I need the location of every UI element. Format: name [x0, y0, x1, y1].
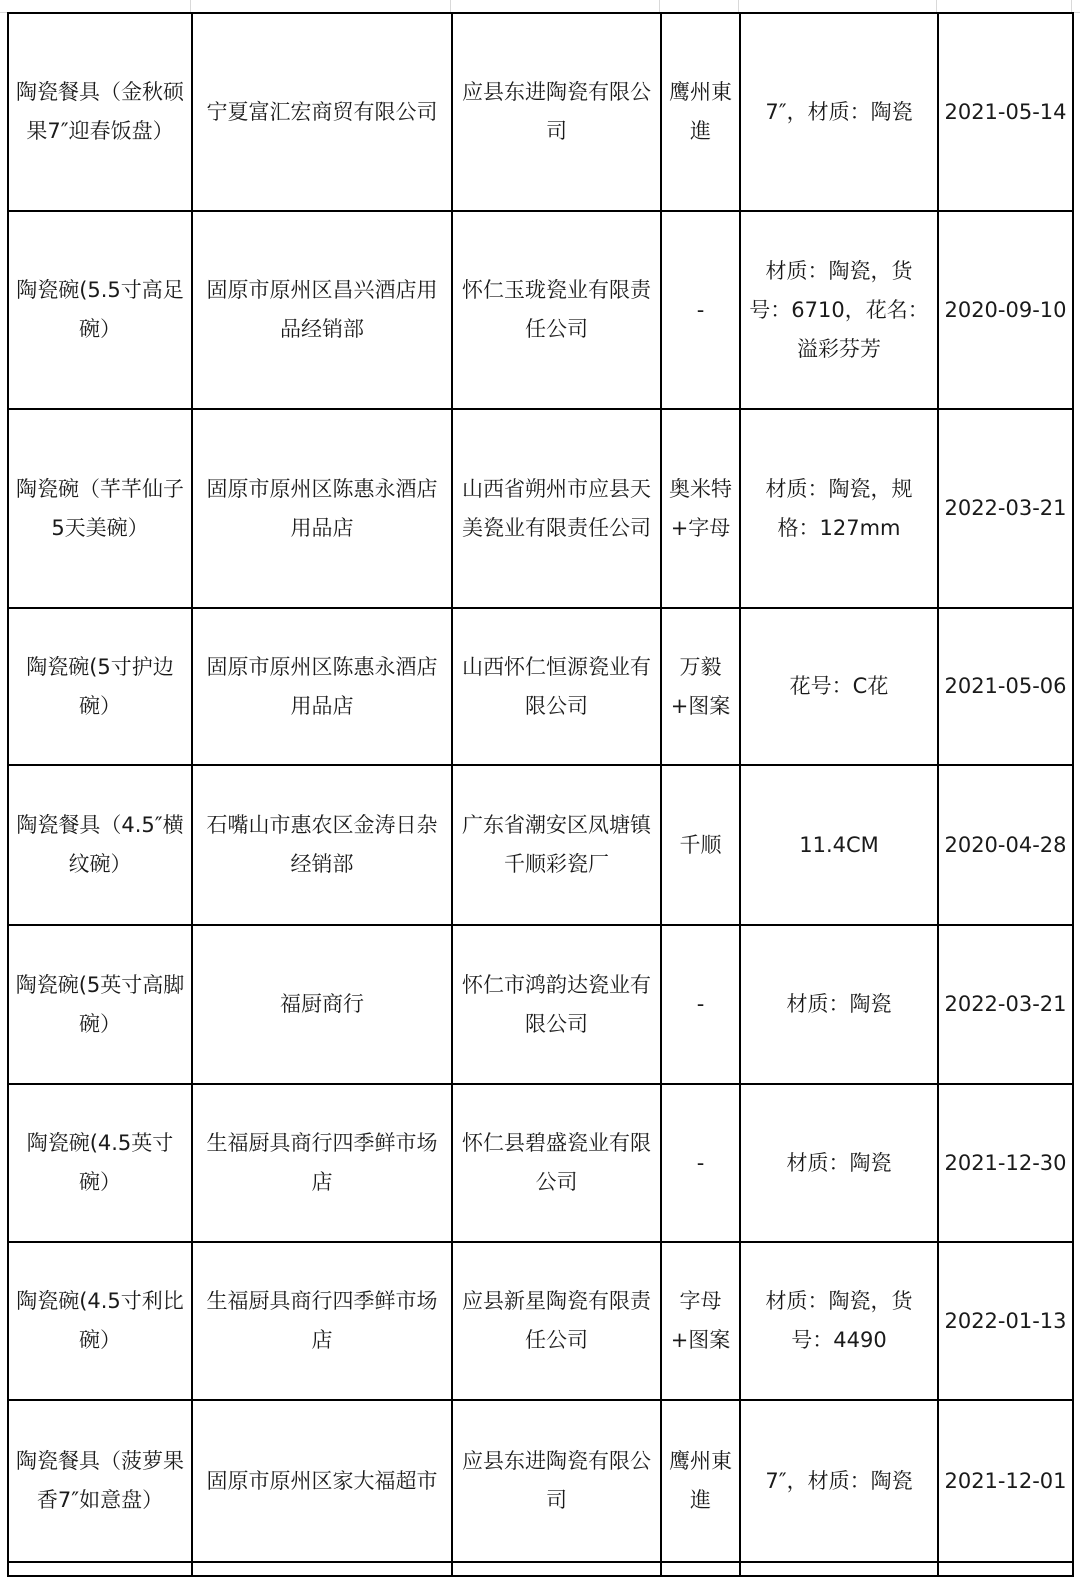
cell-specification: 材质：陶瓷，规格：127mm [740, 409, 938, 608]
cell-seller: 固原市原州区陈惠永酒店用品店 [192, 409, 452, 608]
cell-empty [192, 1562, 452, 1576]
grid-line [450, 0, 451, 12]
table-row [8, 13, 1073, 211]
table-row [8, 409, 1073, 608]
cell-seller: 宁夏富汇宏商贸有限公司 [192, 13, 452, 211]
cell-trademark: - [661, 925, 740, 1084]
cell-manufacturer: 应县东进陶瓷有限公司 [452, 1400, 661, 1562]
cell-seller: 福厨商行 [192, 925, 452, 1084]
cell-manufacturer: 广东省潮安区凤塘镇千顺彩瓷厂 [452, 765, 661, 925]
cell-product-name: 陶瓷碗(5.5寸高足碗） [8, 211, 192, 409]
grid-line [659, 0, 660, 12]
cell-product-name: 陶瓷碗(4.5英寸碗） [8, 1084, 192, 1242]
cell-empty [452, 1562, 661, 1576]
cell-product-name: 陶瓷餐具（4.5″横纹碗） [8, 765, 192, 925]
cell-product-name: 陶瓷碗(5英寸高脚碗） [8, 925, 192, 1084]
cell-trademark: 千顺 [661, 765, 740, 925]
cell-manufacturer: 山西怀仁恒源瓷业有限公司 [452, 608, 661, 765]
cell-production-date: 2022-03-21 [938, 925, 1073, 1084]
table-row [8, 1084, 1073, 1242]
cell-seller: 生福厨具商行四季鲜市场店 [192, 1084, 452, 1242]
grid-line [738, 0, 739, 12]
cell-seller: 生福厨具商行四季鲜市场店 [192, 1242, 452, 1400]
cell-product-name: 陶瓷餐具（菠萝果香7″如意盘） [8, 1400, 192, 1562]
cell-seller: 石嘴山市惠农区金涛日杂经销部 [192, 765, 452, 925]
cell-specification: 材质：陶瓷，货号：4490 [740, 1242, 938, 1400]
cell-production-date: 2021-05-14 [938, 13, 1073, 211]
cell-manufacturer: 应县东进陶瓷有限公司 [452, 13, 661, 211]
grid-line [190, 0, 191, 12]
cell-empty [740, 1562, 938, 1576]
cell-seller: 固原市原州区家大福超市 [192, 1400, 452, 1562]
cell-trademark: - [661, 1084, 740, 1242]
grid-line [936, 0, 937, 12]
cell-production-date: 2021-12-30 [938, 1084, 1073, 1242]
cell-seller: 固原市原州区昌兴酒店用品经销部 [192, 211, 452, 409]
cell-product-name: 陶瓷碗（芊芊仙子5天美碗） [8, 409, 192, 608]
cell-production-date: 2020-04-28 [938, 765, 1073, 925]
table-row [8, 1242, 1073, 1400]
cell-production-date: 2020-09-10 [938, 211, 1073, 409]
table-row [8, 1400, 1073, 1562]
cell-product-name: 陶瓷碗(5寸护边碗） [8, 608, 192, 765]
table-row-partial [8, 1562, 1073, 1576]
cell-trademark: 奥米特+字母 [661, 409, 740, 608]
cell-trademark: - [661, 211, 740, 409]
cell-trademark: 鹰州東進 [661, 1400, 740, 1562]
cell-manufacturer: 怀仁县碧盛瓷业有限公司 [452, 1084, 661, 1242]
grid-line [1071, 0, 1072, 12]
cell-specification: 11.4CM [740, 765, 938, 925]
cell-empty [8, 1562, 192, 1576]
cell-production-date: 2021-05-06 [938, 608, 1073, 765]
cell-specification: 材质：陶瓷 [740, 1084, 938, 1242]
table-row [8, 765, 1073, 925]
cell-specification: 7″，材质：陶瓷 [740, 13, 938, 211]
cell-product-name: 陶瓷碗(4.5寸利比碗） [8, 1242, 192, 1400]
cell-specification: 材质：陶瓷 [740, 925, 938, 1084]
cell-trademark: 万毅+图案 [661, 608, 740, 765]
table-row [8, 925, 1073, 1084]
cell-seller: 固原市原州区陈惠永酒店用品店 [192, 608, 452, 765]
cell-manufacturer: 山西省朔州市应县天美瓷业有限责任公司 [452, 409, 661, 608]
cell-specification: 花号：C花 [740, 608, 938, 765]
table-row [8, 608, 1073, 765]
product-inspection-table [7, 12, 1074, 1577]
cell-specification: 材质：陶瓷，货号：6710，花名：溢彩芬芳 [740, 211, 938, 409]
cell-empty [938, 1562, 1073, 1576]
cell-product-name: 陶瓷餐具（金秋硕果7″迎春饭盘） [8, 13, 192, 211]
cell-manufacturer: 怀仁市鸿韵达瓷业有限公司 [452, 925, 661, 1084]
cell-production-date: 2022-01-13 [938, 1242, 1073, 1400]
cell-trademark: 字母+图案 [661, 1242, 740, 1400]
cell-production-date: 2021-12-01 [938, 1400, 1073, 1562]
cell-trademark: 鹰州東進 [661, 13, 740, 211]
cell-manufacturer: 应县新星陶瓷有限责任公司 [452, 1242, 661, 1400]
cell-empty [661, 1562, 740, 1576]
cell-specification: 7″，材质：陶瓷 [740, 1400, 938, 1562]
table-row [8, 211, 1073, 409]
cell-manufacturer: 怀仁玉珑瓷业有限责任公司 [452, 211, 661, 409]
cell-production-date: 2022-03-21 [938, 409, 1073, 608]
